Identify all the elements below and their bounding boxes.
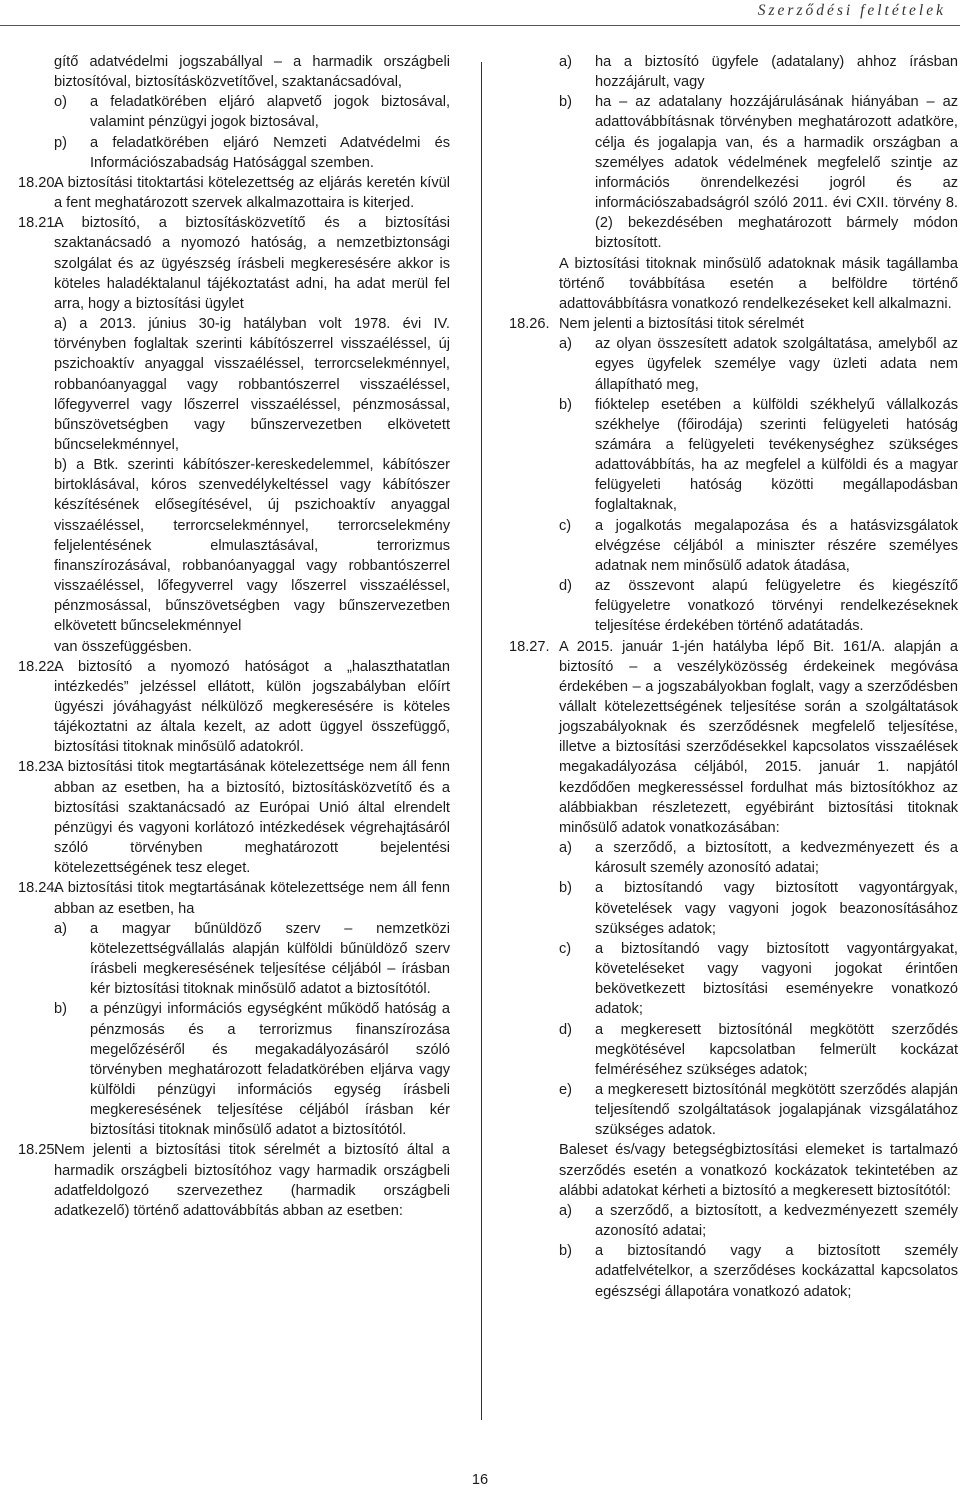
section-text: A biztosító a nyomozó hatóságot a „halaszthatatlan intézkedés” jelzéssel ellátott, külön jogszabályban előírt ügyészi jóváhagyást nélkülöző megkeresésére is köteles tájékoztatni az általa kezelt, az adott üggyel összefüggő, biztosítási titoknak minősülő adatokról.	[54, 658, 450, 756]
section-18-23	[18, 757, 450, 878]
list-label: b)	[559, 1243, 572, 1260]
section-number: 18.26.	[509, 316, 550, 333]
section-number: 18.22.	[18, 658, 59, 675]
continued-text: gítő adatvédelmi jogszabállyal – a harmadik országbeli biztosítóval, biztosításközvetítővel, szaktanácsadóval,	[54, 54, 450, 91]
list-label: d)	[559, 1021, 572, 1038]
list-text: b) a Btk. szerinti kábítószer-kereskedelemmel, kábítószer birtoklásával, kóros szenvedélykeltéssel vagy kábítószer készítésének elősegítésével, új pszichoaktív anyaggal visszaéléssel, terrorcselekménnyel, terrorcselekmény feljelentésének elmulasztásával, terrorizmus finanszírozásával, robbanóanyaggal vagy robbantószerrel visszaéléssel, lőfegyverrel vagy lőszerrel visszaéléssel, pénzmosással, bűnszövetségben vagy bűnszervezetben elkövetett bűncselekménnyel	[54, 457, 450, 635]
list-item-a	[559, 52, 958, 92]
list-text: a szerződő, a biztosított, a kedvezményezett személy azonosító adatai;	[595, 1202, 958, 1240]
section-text: A 2015. január 1-jén hatályba lépő Bit. 161/A. alapján a biztosító – a veszélyközösség érdekeinek megóvása érdekében – a jogszabályokban foglalt, vagy a szerződésben vállalt kötelezettségének teljesítése során a szolgáltatások jogszabályoknak és szerződésnek megfelelő teljesítése, illetve a biztosítási szerződésekkel kapcsolatos visszaélések megakadályozása céljából, 2015. január 1. napjától kezdődően megkeresséssel fordulhat más biztosítókhoz az alábbiakban részletezett, egyébiránt biztosítási titoknak minősülő adatok vonatkozásában:	[559, 638, 958, 836]
list-text: a biztosítandó vagy biztosított vagyontárgyakat, követeléseket vagy vagyoni jogokat érintően bekövetkezett biztosítási eseményekre vonatkozó adatok;	[595, 940, 958, 1018]
list-item-c	[559, 939, 958, 1020]
list-text: a megkeresett biztosítónál megkötött szerződés alapján teljesítendő szolgáltatások jogalapjának vizsgálatához szükséges adatok.	[595, 1081, 958, 1139]
left-column	[18, 52, 450, 1221]
section-number: 18.27.	[509, 638, 550, 655]
list-item-a	[559, 1201, 958, 1241]
list-label: p)	[54, 134, 67, 151]
list-text: a biztosítandó vagy biztosított vagyontárgyak, követelések vagy vagyoni jogok beazonosításához szükséges adatok;	[595, 880, 958, 937]
paragraph: A biztosítási titoknak minősülő adatoknak másik tagállamba történő továbbítása esetén a belföldre történő adattovábbításra vonatkozó rendelkezéseket kell alkalmazni.	[559, 255, 958, 312]
list-label: b)	[559, 396, 572, 413]
list-label: e)	[559, 1081, 572, 1098]
list-label: o)	[54, 94, 67, 111]
list-item-a	[559, 838, 958, 878]
list-item-d	[559, 576, 958, 636]
list-item-b	[559, 395, 958, 516]
list-label: a)	[559, 840, 572, 857]
list-text: az összevont alapú felügyeletre és kiegészítő felügyeletre vonatkozó törvényi rendelkezéseknek teljesítése érdekében történő adatátadás.	[595, 578, 958, 635]
list-label: b)	[559, 880, 572, 897]
list-item-d	[559, 1020, 958, 1080]
list-text: a szerződő, a biztosított, a kedvezményezett és a károsult személy azonosító adatai;	[595, 840, 958, 877]
list-text: ha a biztosító ügyfele (adatalany) ahhoz írásban hozzájárult, vagy	[595, 54, 958, 91]
list-text: a feladatkörében eljáró Nemzeti Adatvédelmi és Információszabadság Hatósággal szemben.	[90, 134, 450, 171]
list-text: fióktelep esetében a külföldi székhelyű vállalkozás székhelye (főirodája) szerinti felügyeleti hatóság számára a felügyeleti tevékenységhez szükséges adattovábbítás, ha az megfelel a külföldi és a magyar felügyeleti hatóság közötti megállapodásban foglaltaknak,	[595, 396, 958, 514]
section-18-26	[509, 314, 958, 334]
right-column	[509, 52, 958, 1302]
list-label: c)	[559, 517, 572, 534]
list-text: a feladatkörében eljáró alapvető jogok biztosával, valamint pénzügyi jogok biztosával,	[90, 94, 450, 131]
section-18-24	[18, 878, 450, 918]
list-label: a)	[559, 54, 572, 70]
list-text: a magyar bűnüldöző szerv – nemzetközi kötelezettségvállalás alapján külföldi bűnüldöző szerv írásbeli megkeresésének teljesítése céljából – írásban kér biztosítási titoknak minősülő adatot a biztosítótól.	[90, 920, 450, 998]
list-item-b	[54, 999, 450, 1140]
list-label: b)	[54, 1001, 67, 1018]
section-18-21	[18, 213, 450, 314]
section-18-20	[18, 173, 450, 213]
list-item-b	[559, 878, 958, 938]
list-item-a	[559, 334, 958, 394]
list-item-o	[54, 92, 450, 132]
section-text: A biztosítási titok megtartásának kötelezettsége nem áll fenn abban az esetben, ha	[54, 880, 450, 917]
list-item-e	[559, 1080, 958, 1140]
header-rule	[0, 25, 960, 26]
list-item-a	[54, 314, 450, 455]
paragraph: Baleset és/vagy betegségbiztosítási elemeket is tartalmazó szerződés esetén a vonatkozó kockázatok tekintetében az alábbi adatokat kérheti a biztosító a megkeresett biztosítótól:	[559, 1142, 958, 1199]
list-item-b	[54, 455, 450, 636]
list-label: d)	[559, 578, 572, 595]
section-tail-text: van összefüggésben.	[54, 638, 192, 655]
section-text: Nem jelenti a biztosítási titok sérelmét a biztosító által a harmadik országbeli biztosítóhoz vagy harmadik országbeli adatfeldolgozó szervezethez (harmadik országbeli adatkezelő) történő adattovábbítás abban az esetben:	[54, 1142, 450, 1219]
list-item-b	[559, 1241, 958, 1301]
column-divider	[481, 62, 482, 1420]
running-header-title: Szerződési feltételek	[757, 2, 946, 19]
list-text: a) a 2013. június 30-ig hatályban volt 1978. évi IV. törvényben foglaltak szerinti kábítószerrel visszaéléssel, új pszichoaktív anyaggal visszaéléssel, terrorcselekménnyel, robbanóanyaggal vagy robbantószerrel visszaéléssel, lőfegyverrel vagy lőszerrel visszaéléssel, pénzmosással, bűnszövetségben vagy bűnszervezetben elkövetett bűncselekménnyel,	[54, 316, 450, 453]
list-label: a)	[559, 336, 572, 353]
section-text: A biztosítási titoktartási kötelezettség az eljárás keretén kívül a fent meghatározott szervek alkalmazottaira is kiterjed.	[54, 174, 450, 212]
list-text: ha – az adatalany hozzájárulásának hiányában – az adattovábbításnak törvényben meghatározott adatköre, célja és jogalapja van, és a harmadik országban a személyes adatok védelmének megfelelő szintje az információs önrendelkezési jogról és az információszabadságról szóló 2011. évi CXII. törvény 8. (2) bekezdésében meghatározott bármely módon biztosított.	[595, 94, 958, 252]
section-number: 18.23.	[18, 759, 59, 776]
section-18-25	[18, 1140, 450, 1221]
list-label: a)	[559, 1202, 572, 1219]
list-text: az olyan összesített adatok szolgáltatása, amelyből az egyes ügyfelek személye vagy üzleti adata nem állapítható meg,	[595, 336, 958, 393]
section-text: Nem jelenti a biztosítási titok sérelmét	[559, 316, 804, 333]
section-text: A biztosítási titok megtartásának kötelezettsége nem áll fenn abban az esetben, ha a biztosító, biztosításközvetítő és a biztosítási szaktanácsadó az Európai Unió által elrendelt pénzügyi és vagyoni korlátozó intézkedések végrehajtásáról szóló törvényben meghatározott bejelentési kötelezettségének tesz eleget.	[54, 759, 450, 877]
list-item-b	[559, 92, 958, 253]
list-text: a jogalkotás megalapozása és a hatásvizsgálatok elvégzése céljából a miniszter részére személyes adatnak nem minősülő adatok átadása,	[595, 517, 958, 574]
section-number: 18.24.	[18, 880, 59, 897]
section-number: 18.20.	[18, 174, 59, 191]
section-18-27	[509, 637, 958, 839]
list-item-p	[54, 133, 450, 173]
list-label: b)	[559, 94, 572, 111]
list-item-a	[54, 919, 450, 1000]
list-text: a pénzügyi információs egységként működő hatóság a pénzmosás és a terrorizmus finanszírozása megelőzéséről és megakadályozásáról szóló törvényben meghatározott feladatkörében eljárva vagy külföldi pénzügyi információs egység írásbeli megkeresésének teljesítése céljából írásban kér biztosítási titoknak minősülő adatot a biztosítótól.	[90, 1001, 450, 1139]
section-number: 18.21.	[18, 215, 59, 232]
list-text: a biztosítandó vagy a biztosított személy adatfelvételkor, a szerződéses kockázattal kapcsolatos egészségi állapotára vonatkozó adatok;	[595, 1243, 958, 1300]
list-label: c)	[559, 940, 572, 957]
section-18-22	[18, 657, 450, 758]
list-text: a megkeresett biztosítónál megkötött szerződés megkötésével kapcsolatban felmerült kockázat felméréséhez szükséges adatok;	[595, 1021, 958, 1078]
list-item-c	[559, 516, 958, 576]
page-number: 16	[471, 1472, 489, 1488]
list-label: a)	[54, 920, 67, 937]
section-text: A biztosító, a biztosításközvetítő és a biztosítási szaktanácsadó a nyomozó hatóság, a nemzetbiztonsági szolgálat és az ügyészség írásbeli megkeresésére akkor is köteles haladéktalanul tájékoztatást adni, ha adat merül fel arra, hogy a biztosítási ügylet	[54, 215, 450, 312]
section-number: 18.25.	[18, 1142, 59, 1159]
